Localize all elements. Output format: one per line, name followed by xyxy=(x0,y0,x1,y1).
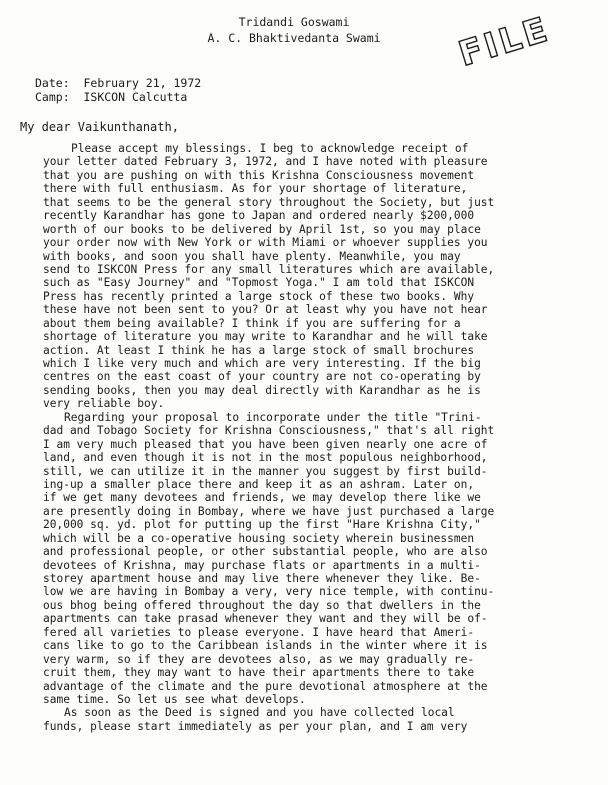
body-line: sending books, then you may deal directly with Karandhar as he is xyxy=(43,383,481,397)
body-line: which will be a co-operative housing society wherein businessmen xyxy=(43,531,475,545)
date-label: Date: xyxy=(35,76,70,90)
body-line: dad and Tobago Society for Krishna Consciousness," that's all right xyxy=(43,424,495,438)
body-line: funds, please start immediately as per your plan, and I am very xyxy=(43,719,468,733)
body-line: action. At least I think he has a large stock of small brochures xyxy=(43,343,475,357)
body-line: are presently doing in Bombay, where we have just purchased a large xyxy=(43,504,495,518)
body-line: if we get many devotees and friends, we may develop there like we xyxy=(43,491,481,505)
body-line: very reliable boy. xyxy=(43,397,165,411)
letterhead-name: A. C. Bhaktivedanta Swami xyxy=(207,31,381,45)
file-stamp: FILE xyxy=(454,9,555,75)
body-line: Press has recently printed a large stock of these two books. Why xyxy=(43,289,475,303)
body-line: these have not been sent to you? Or at least why you have not hear xyxy=(43,303,488,317)
body-line: and professional people, or other substantial people, who are also xyxy=(43,545,488,559)
letterhead-title: Tridandi Goswami xyxy=(238,15,350,29)
body-line: your letter dated February 3, 1972, and I have noted with pleasure xyxy=(43,155,488,169)
body-line: low we are having in Bombay a very, very nice temple, with continu- xyxy=(43,585,495,599)
body-line: ing-up a smaller place there and keep it as an ashram. Later on, xyxy=(43,477,475,491)
body-line: which I like very much and which are very interesting. If the big xyxy=(43,357,481,370)
letter-meta xyxy=(35,76,201,104)
body-line: recently Karandhar has gone to Japan and ordered nearly $200,000 xyxy=(43,209,475,223)
body-line: fered all varieties to please everyone. I have heard that Ameri- xyxy=(43,625,475,639)
body-line: land, and even though it is not in the most populous neighborhood, xyxy=(43,451,488,465)
body-line: 20,000 sq. yd. plot for putting up the first "Hare Krishna City," xyxy=(43,518,481,532)
body-line: As soon as the Deed is signed and you have collected local xyxy=(64,706,455,720)
body-line: Please accept my blessings. I beg to acknowledge receipt of xyxy=(71,142,469,155)
body-line: advantage of the climate and the pure devotional atmosphere at the xyxy=(43,679,488,693)
body-line: about them being available? I think if you are suffering for a xyxy=(43,316,461,330)
letter-body xyxy=(43,142,494,733)
salutation: My dear Vaikunthanath, xyxy=(20,120,179,134)
body-line: worth of our books to be delivered by April 1st, so you may place xyxy=(43,222,481,236)
body-line: centres on the east coast of your country are not co-operating by xyxy=(43,370,481,384)
body-line: still, we can utilize it in the manner you suggest by first build- xyxy=(43,464,488,478)
body-line: Regarding your proposal to incorporate under the title "Trini- xyxy=(64,410,482,424)
body-line: such as "Easy Journey" and "Topmost Yoga." I am told that ISKCON xyxy=(43,276,475,290)
body-line: I am very much pleased that you have been given nearly one acre of xyxy=(43,437,488,451)
body-line: storey apartment house and may live there whenever they like. Be- xyxy=(43,572,481,585)
body-line: ous bhog being offered throughout the day so that dwellers in the xyxy=(43,598,481,612)
body-line: with books, and soon you shall have plenty. Meanwhile, you may xyxy=(43,249,461,263)
body-line: cruit them, they may want to have their apartments there to take xyxy=(43,666,475,680)
body-line: your order now with New York or with Miami or whoever supplies you xyxy=(43,236,488,250)
body-line: same time. So let us see what develops. xyxy=(43,692,306,706)
camp-label: Camp: xyxy=(35,90,70,104)
body-line: very warm, so if they are devotees also, as we may gradually re- xyxy=(43,652,475,666)
body-line: that you are pushing on with this Krishna Consciousness movement xyxy=(43,168,475,182)
date-value: February 21, 1972 xyxy=(83,76,202,90)
camp-value: ISKCON Calcutta xyxy=(83,90,188,104)
body-line: devotees of Krishna, may purchase flats or apartments in a multi- xyxy=(43,558,481,572)
body-line: apartments can take prasad whenever they want and they will be of- xyxy=(43,612,488,626)
body-line: send to ISKCON Press for any small literatures which are available, xyxy=(43,262,495,276)
body-line: that seems to be the general story throughout the Society, but just xyxy=(43,195,495,209)
body-line: there with full enthusiasm. As for your shortage of literature, xyxy=(43,182,468,196)
body-line: cans like to go to the Caribbean islands in the winter where it is xyxy=(43,639,488,653)
body-line: shortage of literature you may write to Karandhar and he will take xyxy=(43,330,488,344)
